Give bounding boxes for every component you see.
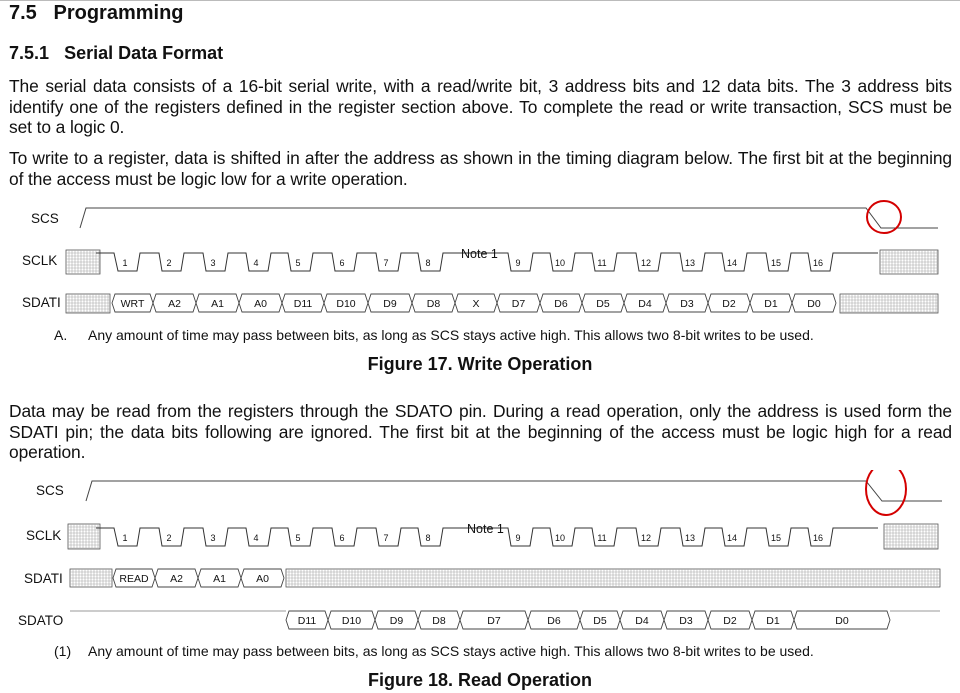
paragraph-read: Data may be read from the registers through the SDATO pin. During a read operation, only the address is used form the SDATI pin; the data bits following are ignored. The first bit at the beginning of the access must be logic high for a read operation. bbox=[9, 401, 952, 462]
sclk-clock-number: 9 bbox=[515, 533, 521, 543]
top-rule bbox=[0, 0, 960, 1]
sclk-clock-number: 15 bbox=[770, 533, 782, 543]
sdati-bit-label: D8 bbox=[426, 298, 441, 310]
sclk-clock-number: 5 bbox=[295, 258, 301, 268]
sdati-bit-label: X bbox=[472, 298, 480, 310]
subsection-heading: 7.5.1 Serial Data Format bbox=[9, 43, 224, 63]
paragraph-serial-format: The serial data consists of a 16-bit serial write, with a read/write bit, 3 address bits and 12 data bits. The 3 address bits identify one of the registers defined in the register section above. To complete the read or write transaction, SCS must be set to a logic 0. bbox=[9, 76, 952, 137]
sclk-clock-number: 10 bbox=[554, 258, 566, 268]
read-footnote: (1) Any amount of time may pass between bits, as long as SCS stays active high. This allows two 8-bit writes to be used. bbox=[54, 643, 814, 659]
sdati-bit-label: A0 bbox=[256, 573, 269, 585]
sclk-clock-number: 8 bbox=[425, 258, 431, 268]
signal-label-sdati: SDATI bbox=[24, 571, 63, 586]
sclk-clock-number: 14 bbox=[726, 533, 738, 543]
sdato-bit-label: D7 bbox=[487, 615, 501, 627]
sdati-bit-label: D3 bbox=[680, 298, 694, 310]
signal-label-sdato: SDATO bbox=[18, 613, 64, 628]
sclk-note-label: Note 1 bbox=[461, 247, 498, 261]
sdati-bit-label: D10 bbox=[336, 298, 356, 310]
sclk-clock-number: 9 bbox=[515, 258, 521, 268]
sdato-bit-label: D6 bbox=[547, 615, 561, 627]
sdato-bit-label: D3 bbox=[679, 615, 693, 627]
sclk-clock-number: 16 bbox=[812, 258, 824, 268]
signal-label-scs: SCS bbox=[36, 483, 64, 498]
write-timing-diagram bbox=[0, 196, 960, 320]
sdati-bit-label: A2 bbox=[168, 298, 181, 310]
sdato-bit-label: D10 bbox=[341, 615, 362, 627]
sclk-clock-number: 12 bbox=[640, 533, 652, 543]
sdato-bit-label: D9 bbox=[389, 615, 404, 627]
sdato-bit-label: D4 bbox=[635, 615, 649, 627]
sclk-clock-number: 2 bbox=[166, 258, 172, 268]
sdati-bit-label: D11 bbox=[293, 298, 313, 310]
sclk-clock-number: 10 bbox=[554, 533, 566, 543]
sclk-clock-number: 8 bbox=[425, 533, 431, 543]
annotation-circle bbox=[866, 470, 906, 515]
sclk-clock-number: 13 bbox=[684, 258, 696, 268]
signal-label-sclk: SCLK bbox=[26, 528, 62, 543]
sclk-note-label: Note 1 bbox=[467, 522, 504, 536]
paragraph-write: To write to a register, data is shifted in after the address as shown in the timing diagram below. The first bit at the beginning of the access must be logic low for a write operation. bbox=[9, 148, 952, 189]
sdati-bit-label: D6 bbox=[554, 298, 568, 310]
sclk-clock-number: 1 bbox=[122, 533, 128, 543]
figure-17-caption: Figure 17. Write Operation bbox=[367, 354, 593, 374]
sclk-clock-number: 7 bbox=[383, 533, 389, 543]
sdato-bit-label: D11 bbox=[297, 615, 317, 627]
sclk-clock-number: 6 bbox=[339, 533, 345, 543]
sclk-clock-number: 16 bbox=[812, 533, 824, 543]
sdati-bit-label: D4 bbox=[638, 298, 652, 310]
sclk-clock-number: 11 bbox=[597, 258, 607, 268]
sclk-clock-number: 7 bbox=[383, 258, 389, 268]
figure-18-caption: Figure 18. Read Operation bbox=[367, 670, 593, 690]
sclk-clock-number: 13 bbox=[684, 533, 696, 543]
signal-label-sdati: SDATI bbox=[22, 295, 61, 310]
sclk-clock-number: 12 bbox=[640, 258, 652, 268]
sdato-bit-label: D0 bbox=[835, 615, 849, 627]
sdati-bit-label: D7 bbox=[511, 298, 526, 310]
sdato-bit-label: D5 bbox=[593, 615, 607, 627]
sclk-clock-number: 1 bbox=[122, 258, 128, 268]
sdati-bit-label: D0 bbox=[807, 298, 821, 310]
sdati-bit-label: D2 bbox=[722, 298, 736, 310]
sdato-bit-label: D1 bbox=[766, 615, 780, 627]
sclk-clock-number: 14 bbox=[726, 258, 738, 268]
sdati-bit-label: READ bbox=[119, 573, 149, 585]
sdati-bit-label: A0 bbox=[254, 298, 267, 310]
sclk-clock-number: 2 bbox=[166, 533, 172, 543]
sclk-clock-number: 6 bbox=[339, 258, 345, 268]
sclk-clock-number: 4 bbox=[253, 258, 259, 268]
sclk-clock-number: 3 bbox=[210, 258, 216, 268]
sdato-bit-label: D2 bbox=[723, 615, 737, 627]
write-footnote: A. Any amount of time may pass between bits, as long as SCS stays active high. This allows two 8-bit writes to be used. bbox=[54, 327, 814, 343]
read-timing-diagram bbox=[0, 470, 960, 636]
sclk-clock-number: 4 bbox=[253, 533, 259, 543]
sclk-clock-number: 15 bbox=[770, 258, 782, 268]
scs-waveform bbox=[86, 481, 942, 501]
sdati-bit-label: WRT bbox=[120, 298, 145, 310]
sclk-clock-number: 5 bbox=[295, 533, 301, 543]
sdato-bit-label: D8 bbox=[432, 615, 446, 627]
sdati-bit-label: D1 bbox=[764, 298, 778, 310]
signal-label-sclk: SCLK bbox=[22, 253, 58, 268]
signal-label-scs: SCS bbox=[31, 211, 59, 226]
sdati-bit-label: A1 bbox=[211, 298, 224, 310]
sdati-bit-label: A1 bbox=[213, 573, 226, 585]
sdati-bit-label: A2 bbox=[170, 573, 183, 585]
sclk-clock-number: 11 bbox=[597, 533, 607, 543]
scs-waveform bbox=[80, 208, 938, 228]
section-heading: 7.5 Programming bbox=[9, 2, 184, 24]
sdati-bit-label: D9 bbox=[383, 298, 397, 310]
sclk-clock-number: 3 bbox=[210, 533, 216, 543]
sdati-bit-label: D5 bbox=[596, 298, 610, 310]
